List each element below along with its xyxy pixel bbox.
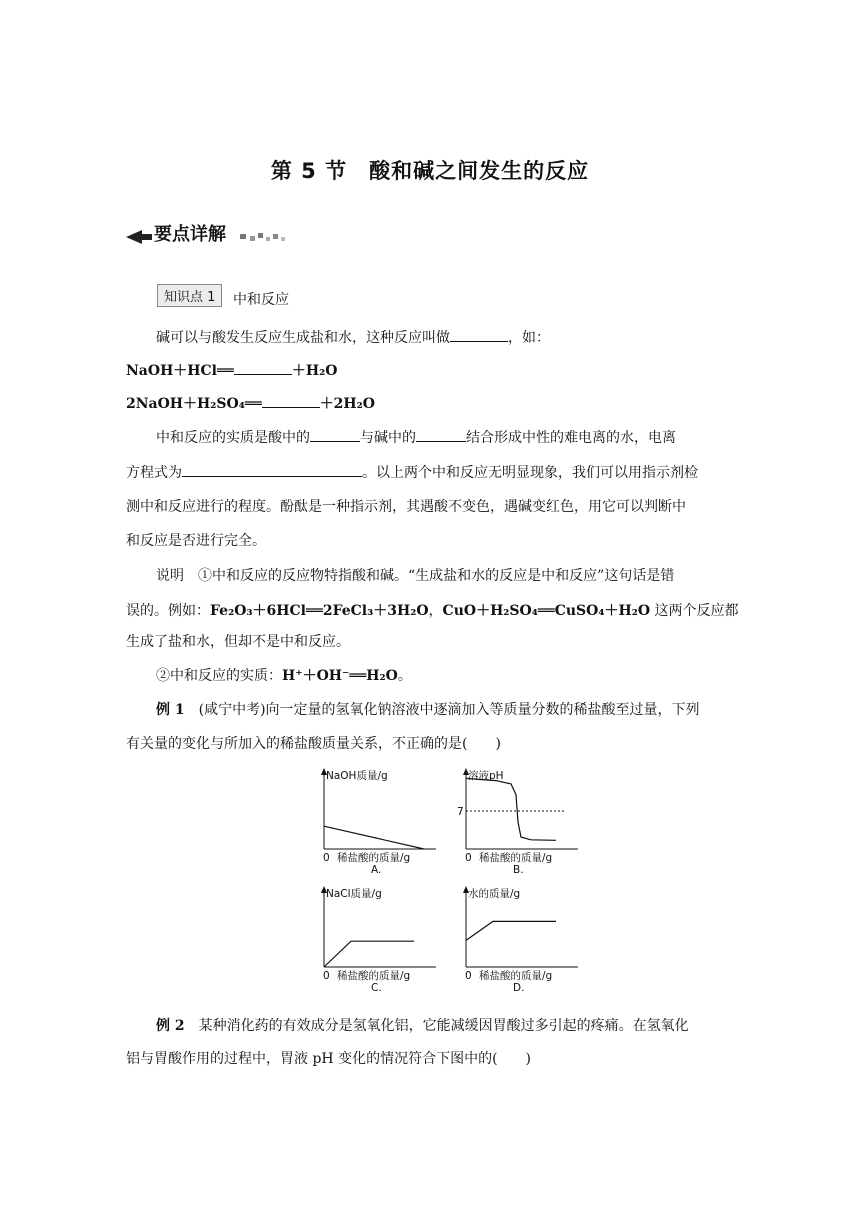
example-label: 例 2 bbox=[156, 1018, 185, 1034]
chart-b bbox=[454, 762, 584, 880]
text: 误的。例如： bbox=[126, 603, 210, 619]
origin-label: 0 bbox=[323, 970, 330, 982]
equation-text: H⁺＋OH⁻══H₂O bbox=[282, 668, 398, 684]
equation-text: 2NaOH＋H₂SO₄══ bbox=[126, 396, 262, 412]
paragraph-line bbox=[126, 462, 738, 483]
paragraph-line: 和反应是否进行完全。 bbox=[126, 533, 266, 549]
option-label: C. bbox=[371, 982, 382, 994]
text: 方程式为 bbox=[126, 465, 182, 481]
text: ，如： bbox=[508, 330, 550, 346]
text: 结合形成中性的难电离的水，电离 bbox=[466, 430, 676, 446]
origin-label: 0 bbox=[465, 852, 472, 864]
equation-text: ＋H₂O bbox=[291, 363, 338, 379]
answer-blank[interactable] bbox=[310, 427, 360, 442]
text: ②中和反应的实质： bbox=[156, 668, 282, 684]
answer-blank[interactable] bbox=[262, 393, 320, 408]
x-axis-label: 稀盐酸的质量/g bbox=[337, 970, 411, 982]
knowledge-point-badge: 知识点 1 bbox=[157, 284, 222, 307]
equation-text: NaOH＋HCl══ bbox=[126, 363, 234, 379]
series-line bbox=[324, 826, 424, 849]
chart-d bbox=[454, 880, 584, 998]
y-axis-label: 水的质量/g bbox=[468, 888, 521, 900]
equation-line bbox=[126, 360, 738, 381]
origin-label: 0 bbox=[323, 852, 330, 864]
series-line bbox=[466, 778, 556, 840]
answer-blank[interactable] bbox=[416, 427, 466, 442]
text: (咸宁中考)向一定量的氢氧化钠溶液中逐滴加入等质量分数的稀盐酸至过量，下列 bbox=[198, 702, 700, 718]
note-line bbox=[126, 601, 738, 621]
text: ①中和反应的反应物特指酸和碱。“生成盐和水的反应是中和反应”这句话是错 bbox=[198, 568, 675, 584]
reference-tick-label: 7 bbox=[457, 806, 464, 818]
series-line bbox=[324, 941, 414, 967]
x-axis-label: 稀盐酸的质量/g bbox=[337, 852, 411, 864]
paragraph-line bbox=[126, 427, 738, 448]
text: 。 bbox=[397, 668, 412, 684]
example-label: 例 1 bbox=[156, 702, 185, 718]
option-label: A. bbox=[371, 864, 382, 876]
x-axis-label: 稀盐酸的质量/g bbox=[479, 970, 553, 982]
text: 碱可以与酸发生反应生成盐和水，这种反应叫做 bbox=[156, 330, 450, 346]
example-line bbox=[126, 1016, 738, 1036]
origin-label: 0 bbox=[465, 970, 472, 982]
x-axis-label: 稀盐酸的质量/g bbox=[479, 852, 553, 864]
knowledge-point-title: 中和反应 bbox=[233, 292, 289, 308]
y-axis-label: NaOH质量/g bbox=[326, 770, 388, 782]
text: 中和反应的实质是酸中的 bbox=[156, 430, 310, 446]
y-axis-label: 溶液pH bbox=[468, 770, 504, 782]
section-banner-label: 要点详解 bbox=[154, 224, 226, 245]
equation-line bbox=[126, 393, 738, 414]
example-line: 有关量的变化与所加入的稀盐酸质量关系，不正确的是( ) bbox=[126, 736, 501, 752]
paragraph-line: 测中和反应进行的程度。酚酞是一种指示剂，其遇酸不变色，遇碱变红色，用它可以判断中 bbox=[126, 499, 686, 515]
chart-a bbox=[312, 762, 442, 880]
example-line: 铝与胃酸作用的过程中，胃液 pH 变化的情况符合下图中的( ) bbox=[126, 1051, 531, 1067]
equation-text: ＋2H₂O bbox=[319, 396, 375, 412]
text: 与碱中的 bbox=[360, 430, 416, 446]
note-line: 生成了盐和水，但却不是中和反应。 bbox=[126, 634, 350, 650]
note-label: 说明 bbox=[156, 568, 184, 584]
text: 某种消化药的有效成分是氢氧化铝，它能减缓因胃酸过多引起的疼痛。在氢氧化 bbox=[198, 1018, 689, 1034]
answer-blank[interactable] bbox=[450, 327, 508, 342]
note-line bbox=[126, 566, 738, 586]
text: 。以上两个中和反应无明显现象，我们可以用指示剂检 bbox=[362, 465, 698, 481]
answer-blank[interactable] bbox=[182, 462, 362, 477]
example-line bbox=[126, 700, 738, 720]
series-line bbox=[466, 921, 556, 940]
y-axis-label: NaCl质量/g bbox=[326, 888, 382, 900]
option-label: B. bbox=[513, 864, 524, 876]
page-title: 第 5 节 酸和碱之间发生的反应 bbox=[270, 159, 590, 183]
paragraph-line bbox=[126, 327, 738, 348]
equation-text: CuO＋H₂SO₄══CuSO₄＋H₂O bbox=[442, 603, 651, 619]
text: 这两个反应都 bbox=[650, 603, 739, 619]
equation-text: Fe₂O₃＋6HCl══2FeCl₃＋3H₂O bbox=[210, 603, 429, 619]
option-label: D. bbox=[513, 982, 525, 994]
note-line bbox=[126, 666, 738, 686]
chart-c bbox=[312, 880, 442, 998]
section-banner bbox=[122, 220, 292, 246]
text: ， bbox=[428, 603, 443, 619]
answer-blank[interactable] bbox=[234, 360, 292, 375]
